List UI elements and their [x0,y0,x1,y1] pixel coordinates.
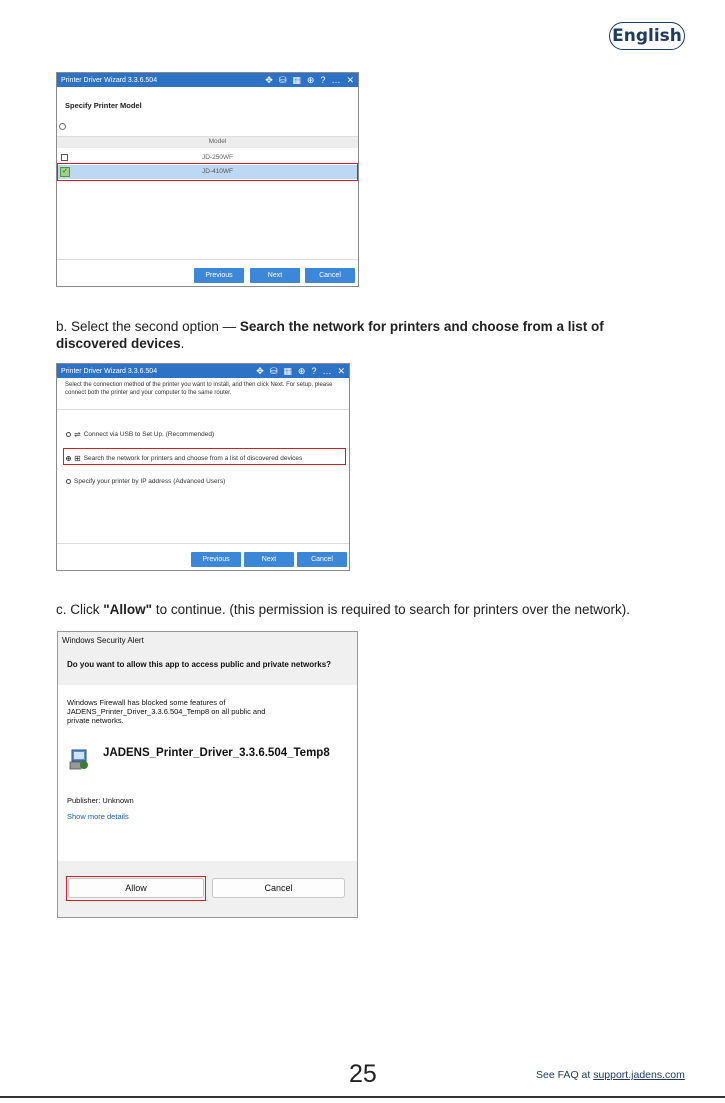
instructions-text: Select the connection method of the printer you want to install, and then click Next. For setup, please connect both the printer and your computer to the same router. [65,382,333,396]
window-title: Printer Driver Wizard 3.3.6.504 [61,76,158,84]
next-button[interactable]: Next [250,268,300,283]
cancel-button[interactable]: Cancel [305,268,355,283]
help-icon[interactable]: ? [320,74,326,85]
step-b-caption: b. Select the second option — Search the network for printers and choose from a list of discovered devices. [56,319,604,351]
row-checkbox[interactable] [61,154,68,161]
close-icon[interactable]: ✕ [337,365,345,376]
radio-usb[interactable] [66,432,71,437]
grid-icon[interactable]: ▦ [292,74,301,85]
show-more-details-link[interactable]: Show more details [67,812,129,821]
app-icon [68,748,90,770]
selection-highlight-box [57,163,358,181]
network-search-icon: ⊞ [74,454,81,463]
previous-button[interactable]: Previous [191,552,241,567]
app-name: JADENS_Printer_Driver_3.3.6.504_Temp8 [103,747,330,759]
bottom-rule [0,1096,725,1098]
connection-method-window [56,363,350,571]
window-title: Printer Driver Wizard 3.3.6.504 [61,367,158,375]
table-row[interactable] [57,152,358,163]
layers-icon[interactable]: ⛁ [269,365,278,376]
window-heading: Specify Printer Model [65,101,142,110]
option-ip-address[interactable]: Specify your printer by IP address (Advanced Users) [66,478,225,485]
title-bar [57,364,349,378]
column-header-model: Model [208,138,227,145]
alert-header [58,632,357,685]
alert-footer [58,861,357,917]
help-icon[interactable]: ? [311,365,317,376]
printer-model-window [56,72,359,287]
language-button[interactable]: English [609,22,685,50]
allow-highlight-box [66,876,206,901]
close-icon[interactable]: ✕ [346,74,354,85]
minimize-icon[interactable]: … [322,365,332,376]
allow-button[interactable]: Allow [68,878,204,898]
option-highlight-box [63,448,346,465]
minimize-icon[interactable]: … [331,74,341,85]
option-usb[interactable]: ⇌ Connect via USB to Set Up. (Recommended) [66,430,214,439]
title-bar [57,73,358,87]
alert-question: Do you want to allow this app to access public and private networks? [67,660,332,669]
radio-ip-address[interactable] [66,479,71,484]
layers-icon[interactable]: ⛁ [278,74,287,85]
search-icon[interactable] [59,123,66,130]
faq-text: See FAQ at support.jadens.com [536,1069,685,1081]
globe-icon[interactable]: ⊕ [306,74,315,85]
row-model: JD-250WF [201,154,234,161]
network-icon[interactable]: ✥ [256,365,264,376]
option-search-network[interactable]: ⊞ Search the network for printers and choose from a list of discovered devices [66,454,302,463]
publisher-text: Publisher: Unknown [67,796,134,805]
row-checkbox-checked[interactable]: ✓ [60,167,70,177]
alert-title: Windows Security Alert [62,636,144,645]
globe-icon[interactable]: ⊕ [297,365,306,376]
usb-icon: ⇌ [74,430,81,439]
cancel-button[interactable]: Cancel [212,878,345,898]
row-model: JD-410WF [201,168,234,175]
alert-body-text: Windows Firewall has blocked some features of JADENS_Printer_Driver_3.3.6.504_Temp8 on all public and private networks. [67,698,266,725]
step-c-caption: c. Click "Allow" to continue. (this permission is required to search for printers over the network). [56,602,631,617]
page-number: 25 [349,1060,377,1088]
network-icon[interactable]: ✥ [265,74,273,85]
cancel-button[interactable]: Cancel [297,552,347,567]
previous-button[interactable]: Previous [194,268,244,283]
support-link[interactable]: support.jadens.com [593,1069,685,1081]
grid-icon[interactable]: ▦ [283,365,292,376]
next-button[interactable]: Next [244,552,294,567]
security-alert-dialog [57,631,358,918]
